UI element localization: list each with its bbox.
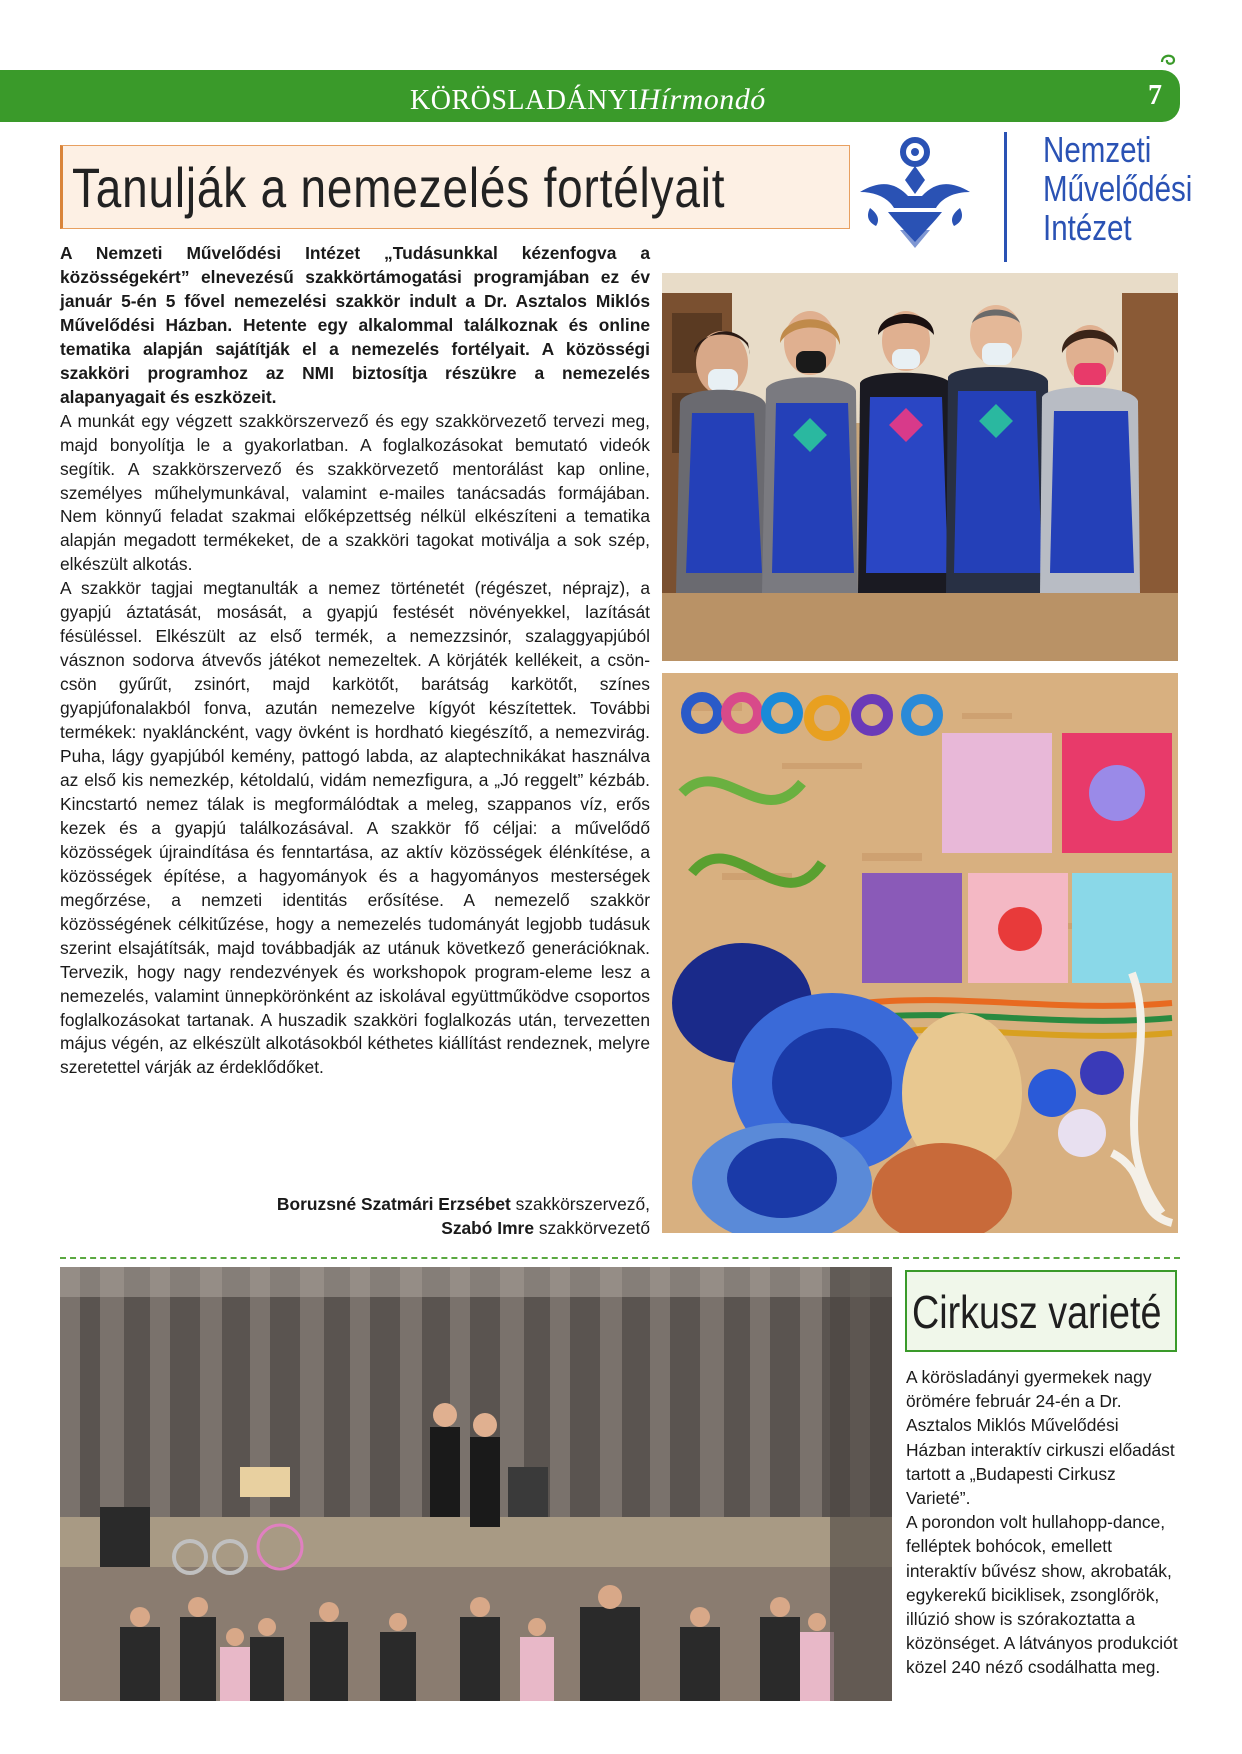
article-lead: A Nemzeti Művelődési Intézet „Tudásunkkal kézenfogva a közösségekért” elnevezésű szakkörtámogatási programjában ez év január 5-én 5 fővel nemezelési szakkör indult a Dr. Asztalos Miklós Művelődési Házban. Hetente egy alkalommal találkoznak és online tematika alapján sajátítják el a nemezelés fortélyait. A közösségi szakköri programhoz az NMI biztosítja részükre a nemezelés alapanyagait és eszközeit. — [60, 243, 650, 407]
logo-line-2: Művelődési — [1043, 168, 1193, 209]
circus-photo — [60, 1267, 892, 1701]
article-paragraph-1: A munkát egy végzett szakkörszervező és egy szakkörvezető tervezi meg, majd bonyolítja le a gyakorlatban. A foglalkozásokat bemutató videók segítik. A szakkörszervező és szakkörvezető mentorálást kap online, személyes műhelymunkával, valamint e-mailes tanácsadás formájában. Nem könnyű feladat szakmai előképzettség nélkül elkészíteni a tematika alapján megadott termékeket, de a szakköri tagokat motiválja a sok szép, elkészült alkotás. — [60, 410, 650, 575]
signature-line-2 — [60, 1216, 650, 1240]
felt-products-photo — [662, 673, 1178, 1233]
publication-name: KÖRÖSLADÁNYI — [410, 85, 639, 116]
section-divider — [60, 1257, 1180, 1259]
circus-title: Cirkusz varieté — [912, 1286, 1162, 1338]
article-paragraph-2: A szakkör tagjai megtanulták a nemez történetét (régészet, néprajz), a gyapjú áztatását, mosását, a gyapjú festését növényekkel, lazítását fésüléssel. Elkészült az első termék, a nemezzsinór, szalaggyapjúból vásznon sodorva átvevős játékot nemezeltek. A körjáték kellékeit, a csön-csön gyűrűt, zsinórt, majd karkötőt, barátság karkötőt, színes gyapjúfonalakból fonva, azután nemezelve kígyót készítettek. További termékek: nyakláncként, vagy övként is hordható kiegészítő, a nemezvirág. Puha, lágy gyapjúból kemény, pattogó labda, az alaptechnikákat használva az első kis nemezkép, kétoldalú, vidám nemezfigura, a „Jó reggelt” kézbáb. Kincstartó nemez tálak is megformálódtak a meleg, szappanos víz, erős kezek és a gyapjú találkozásával. A szakkör fő céljai: a művelődő közösségek újraindítása és fenntartása, az aktív közösségek élénkítése, a közösségek építése, a hagyományok és a hagyományos mesterségek megőrzése, a nemzeti identitás erősítése. A nemezelő szakkör közösségének célkitűzése, hogy a nemezelés tudományát legjobb tudásuk szerint elsajátítsák, majd továbbadják az utánuk következő generációknak. Tervezik, hogy nagy rendezvények és workshopok program-eleme lesz a nemezelés, valamint ünnepkörönként az iskolával együttműködve csoportos foglalkozásokat tartanak. A huszadik szakköri foglalkozás után, tervezetten május végén, az elkészült alkotásokból kéthetes kiállítást rendeznek, melyre szeretettel várják az érdeklődőket. — [60, 578, 650, 1078]
logo-line-3: Intézet — [1043, 207, 1132, 248]
article-signature — [60, 1192, 650, 1240]
signature-name-1: Boruzsné Szatmári Erzsébet — [276, 1194, 511, 1214]
signature-role-1: szakkörszervező, — [515, 1194, 650, 1214]
publication-title — [410, 83, 870, 117]
article-body — [60, 242, 650, 1080]
circus-paragraph-2: A porondon volt hullahopp-dance, felléptek bohócok, emellett interaktív bűvész show, akrobaták, egykerekű biciklisek, zsonglőrök, illúzió show is szórakoztatta a közönséget. A látványos produkciót közel 240 néző csodálhatta meg. — [906, 1512, 1178, 1678]
swirl-ornament-icon — [1158, 50, 1178, 70]
signature-name-2: Szabó Imre — [441, 1218, 534, 1238]
circus-paragraph-1: A körösladányi gyermekek nagy örömére február 24-én a Dr. Asztalos Miklós Művelődési Házban interaktív cirkuszi előadást tartott a „Budapesti Cirkusz Varieté”. — [906, 1367, 1175, 1509]
group-photo — [662, 273, 1178, 661]
logo-divider — [1004, 132, 1007, 262]
page-number: 7 — [1148, 80, 1162, 111]
article-title: Tanulják a nemezelés fortélyait — [72, 156, 726, 219]
publication-script-name: Hírmondó — [638, 83, 766, 116]
folk-ornament-icon — [860, 140, 970, 248]
circus-body — [906, 1365, 1178, 1680]
nmi-logo-text — [1043, 130, 1199, 247]
signature-role-2: szakkörvezető — [538, 1218, 650, 1238]
logo-line-1: Nemzeti — [1043, 129, 1152, 170]
signature-line-1 — [60, 1192, 650, 1216]
